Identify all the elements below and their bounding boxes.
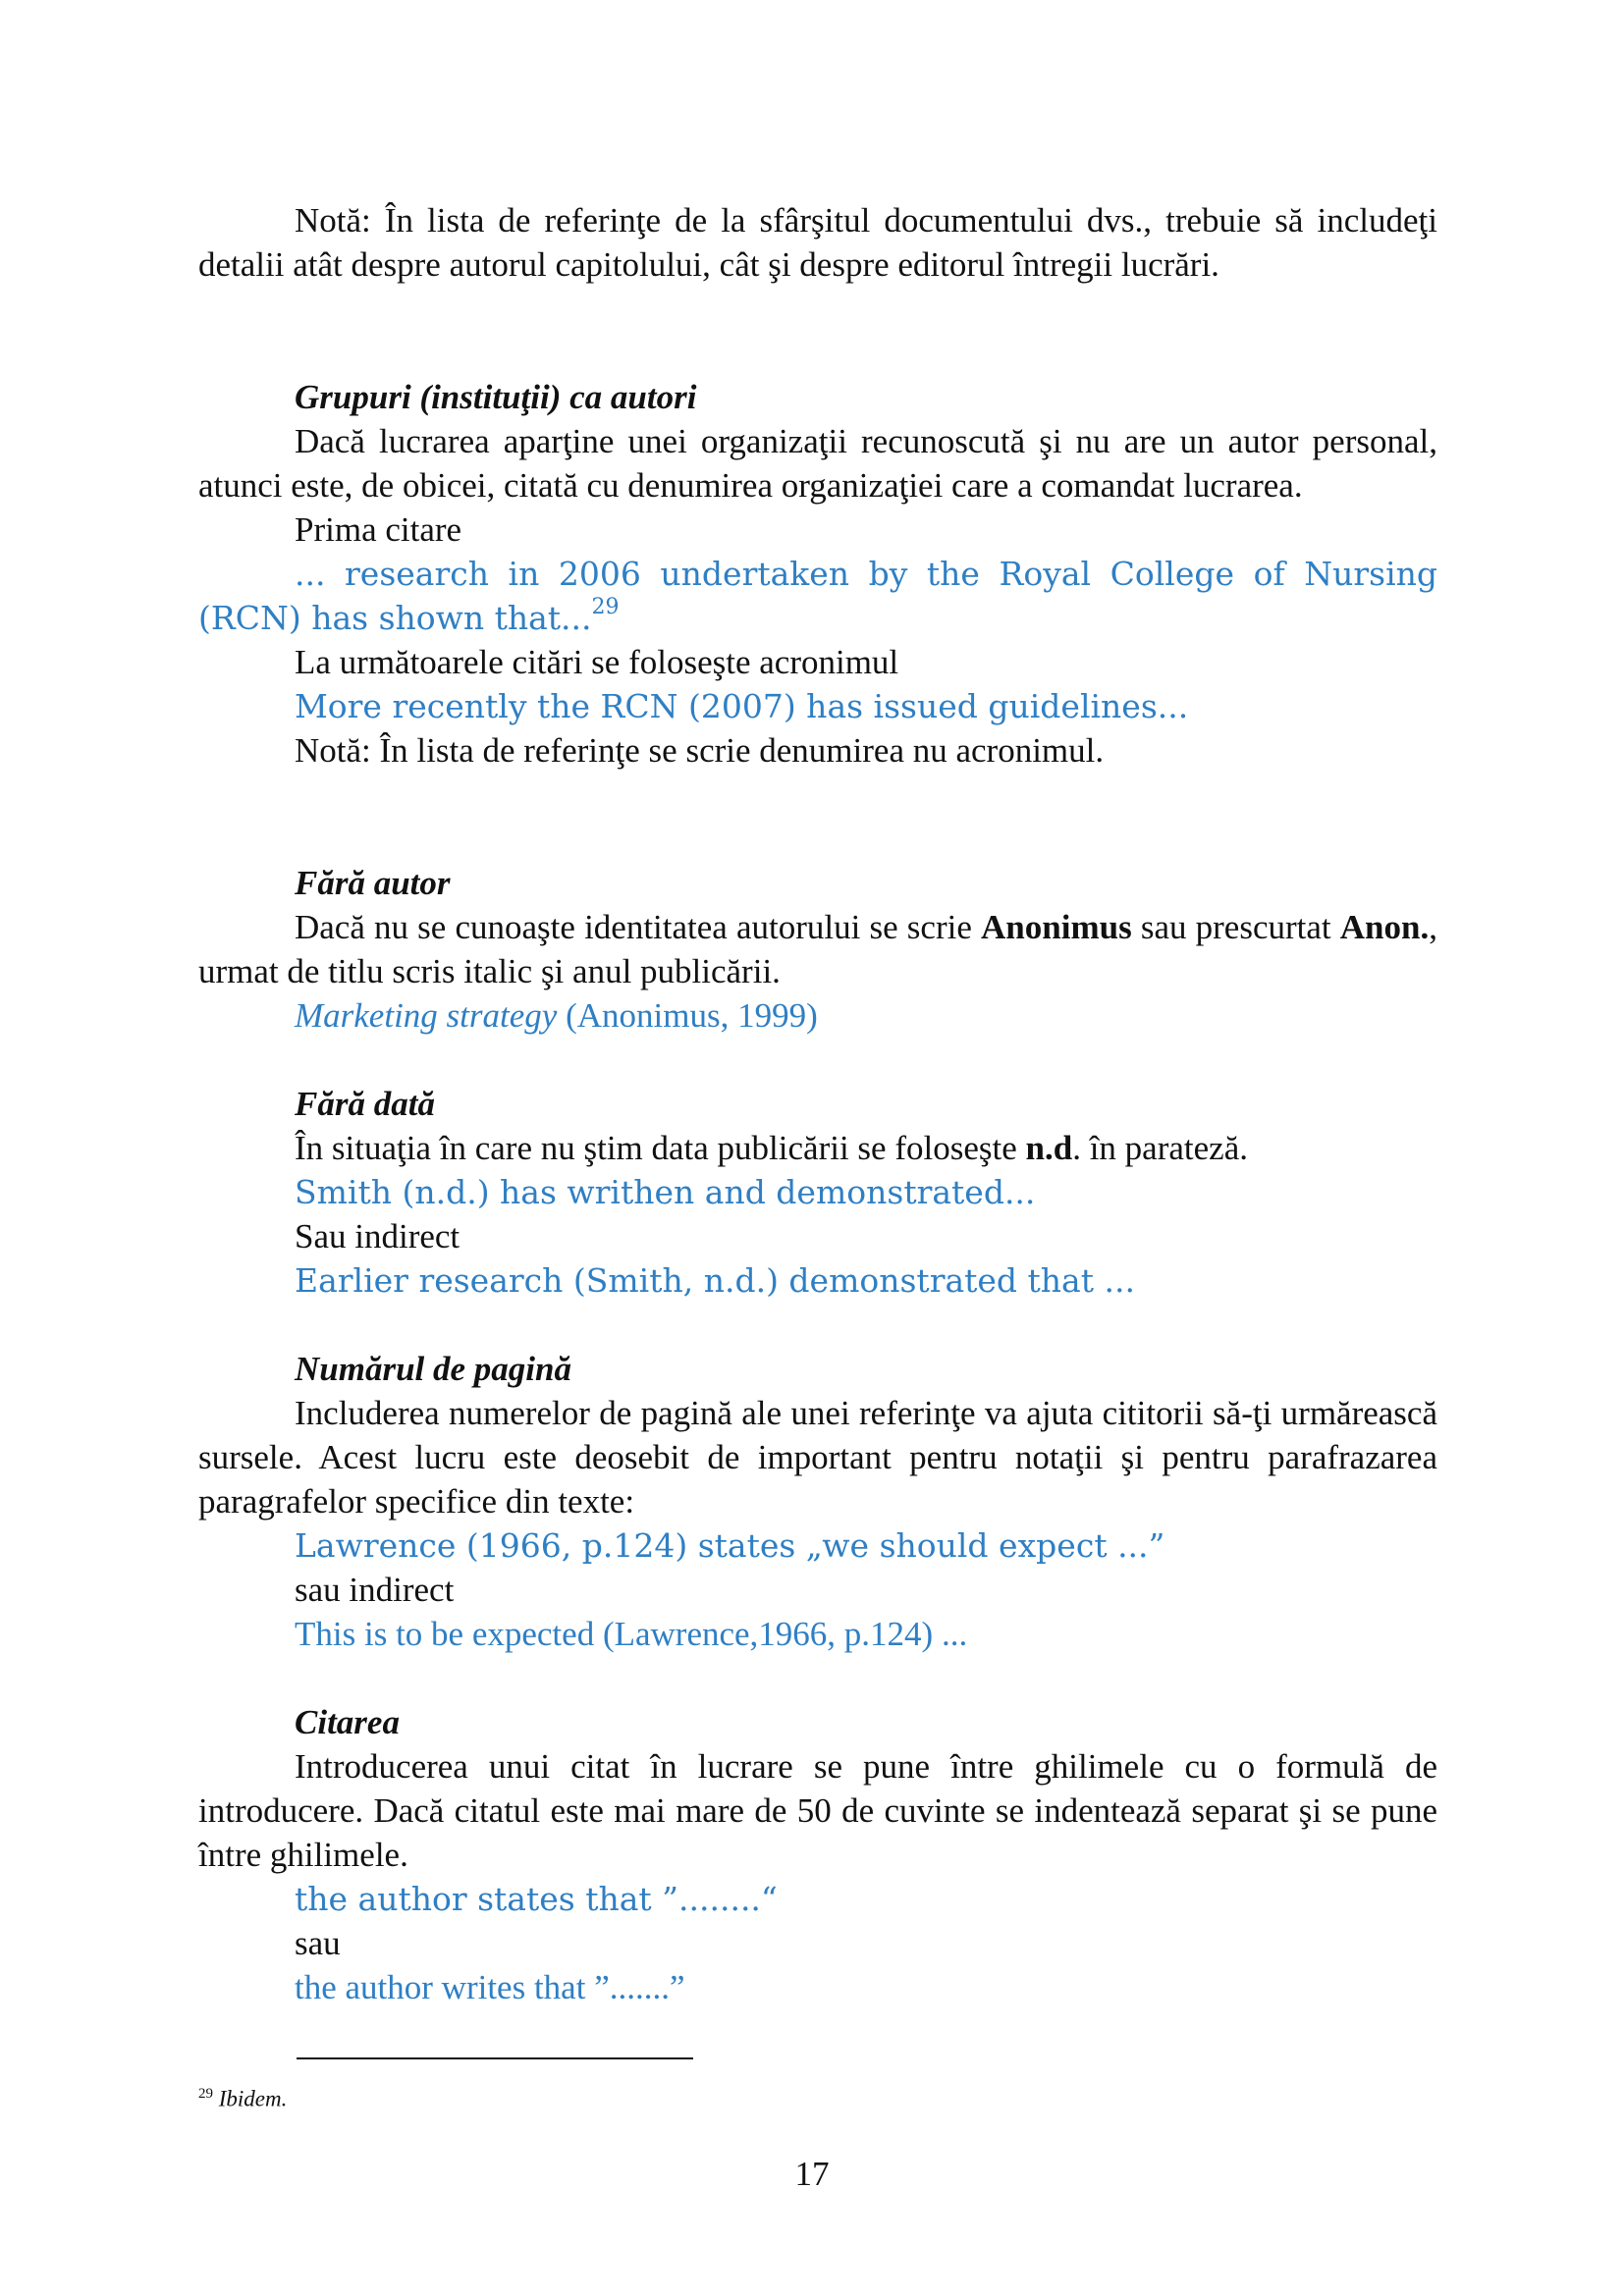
section-no-date (198, 1082, 1437, 1303)
nd-bold: n.d (1025, 1129, 1073, 1167)
section-page-number (198, 1347, 1437, 1656)
intro-note-block (198, 198, 1437, 287)
group-authors-paragraph: Dacă lucrarea aparţine unei organizaţii recunoscută şi nu are un autor personal, atunci este, de obicei, citată cu denumirea organizaţiei care a comandat lucrarea. (198, 422, 1437, 505)
page-number-example-2: This is to be expected (Lawrence,1966, p.124) ... (295, 1615, 968, 1653)
no-date-indirect-label: Sau indirect (295, 1217, 460, 1255)
section-quotation (198, 1700, 1437, 2009)
heading-quotation: Citarea (295, 1703, 400, 1741)
quotation-example-2: the author writes that ”.......” (295, 1968, 685, 2006)
heading-no-date: Fără dată (295, 1085, 435, 1123)
heading-page-number: Numărul de pagină (295, 1350, 571, 1388)
no-date-example-2: Earlier research (Smith, n.d.) demonstrated that ... (295, 1261, 1135, 1300)
first-citation-example-text: ... research in 2006 undertaken by the Royal College of Nursing (RCN) has shown that... (198, 555, 1437, 637)
no-author-paragraph (198, 905, 1437, 993)
quotation-or-label: sau (295, 1924, 341, 1962)
no-author-example-title: Marketing strategy (295, 996, 558, 1035)
footnote-29 (198, 2079, 287, 2114)
footnote-number: 29 (198, 2086, 213, 2102)
no-author-text-a: Dacă nu se cunoaşte identitatea autorului se scrie (295, 908, 982, 946)
anon-bold: Anon. (1339, 908, 1430, 946)
section-group-authors (198, 375, 1437, 773)
page-number-paragraph: Includerea numerelor de pagină ale unei referinţe va ajuta cititorii să-ţi urmărească sursele. Acest lucru este deosebit de important pentru notaţii şi pentru parafrazarea paragrafelor specifice din texte: (198, 1394, 1437, 1521)
intro-note: Notă: În lista de referinţe de la sfârşitul documentului dvs., trebuie să includeţi detalii atât despre autorul capitolului, cât şi despre editorul întregii lucrări. (198, 201, 1437, 284)
subsequent-citation-example: More recently the RCN (2007) has issued guidelines... (295, 687, 1189, 725)
footnote-text: Ibidem. (218, 2086, 288, 2111)
footnote-ref-29[interactable]: 29 (591, 595, 620, 619)
group-authors-note: Notă: În lista de referinţe se scrie denumirea nu acronimul. (295, 731, 1105, 770)
page-number-indirect-label: sau indirect (295, 1571, 455, 1609)
no-author-text-b: sau prescurtat (1131, 908, 1340, 946)
subsequent-citation-label: La următoarele citări se foloseşte acronimul (295, 643, 899, 681)
quotation-example-1: the author states that ”........“ (295, 1880, 778, 1918)
page-number: 17 (794, 2155, 830, 2193)
first-citation-example (198, 552, 1437, 640)
footnote-separator (297, 2057, 693, 2059)
no-date-text-b: . în parateză. (1072, 1129, 1248, 1167)
first-citation-label: Prima citare (295, 510, 462, 549)
section-no-author (198, 861, 1437, 1038)
quotation-paragraph: Introducerea unui citat în lucrare se pune între ghilimele cu o formulă de introducere. Dacă citatul este mai mare de 50 de cuvinte se indentează separat şi se pune între ghilimele. (198, 1747, 1437, 1874)
no-author-example-rest: (Anonimus, 1999) (557, 996, 818, 1035)
no-author-text-c: , urmat de titlu scris italic şi anul publicării. (198, 908, 1437, 990)
no-date-text (198, 1126, 1437, 1170)
heading-no-author: Fără autor (295, 864, 451, 902)
no-author-example (198, 993, 1437, 1038)
no-date-example-1: Smith (n.d.) has writhen and demonstrated... (295, 1173, 1036, 1211)
heading-group-authors: Grupuri (instituţii) ca autori (295, 378, 697, 416)
no-date-text-a: În situaţia în care nu ştim data publicării se foloseşte (295, 1129, 1026, 1167)
anonimus-bold: Anonimus (981, 908, 1132, 946)
page-number-example-1: Lawrence (1966, p.124) states „we should expect ...” (295, 1526, 1165, 1565)
